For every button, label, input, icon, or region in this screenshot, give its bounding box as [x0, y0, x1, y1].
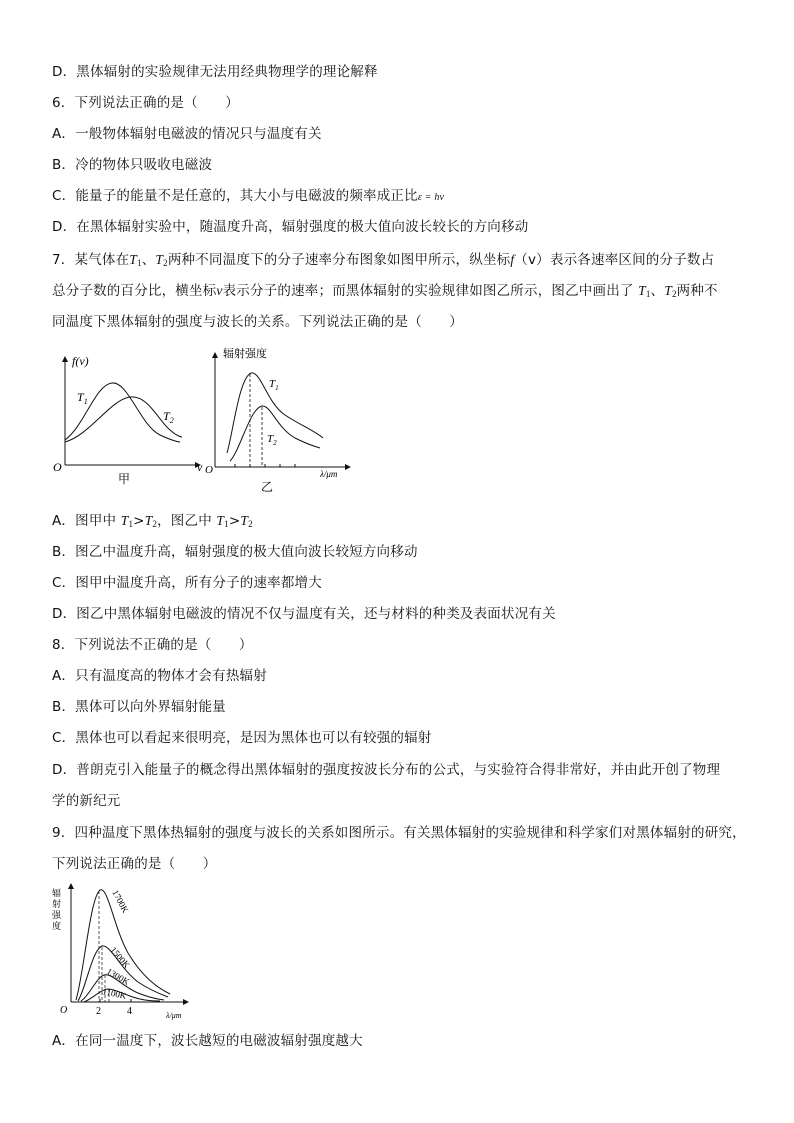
q7-figure-yi	[205, 343, 355, 498]
q7-t2: $T_2$	[155, 252, 168, 268]
q6-option-c-formula: ε = hν	[417, 192, 445, 203]
q6-option-b: B．冷的物体只吸收电磁波	[52, 157, 213, 173]
q9-stem-line1: 9．四种温度下黑体热辐射的强度与波长的关系如图所示。有关黑体辐射的实验规律和科学家们对黑体辐射的研究，	[52, 825, 746, 841]
figure-caption: 乙	[261, 480, 274, 494]
y-axis-label: 射	[52, 900, 62, 910]
q9-figure	[48, 878, 198, 1020]
q7-stem-line1	[52, 251, 714, 272]
x-axis-label: λ/μm	[166, 1011, 182, 1020]
q7-stem-line3: 同温度下黑体辐射的强度与波长的关系。下列说法正确的是（ ）	[52, 314, 463, 330]
figure-caption: 甲	[118, 472, 131, 486]
q7-fv: （v）	[514, 252, 550, 268]
x-axis-label: λ/μm	[320, 469, 338, 479]
q8-option-d-line1: D．普朗克引入能量子的概念得出黑体辐射的强度按波长分布的公式，与实验符合得非常好，并由此开创了物理	[52, 762, 721, 778]
curve-t2-label: $T_2$	[163, 409, 174, 425]
q7-text: 两种不同温度下的分子速率分布图象如图甲所示，纵坐标	[167, 252, 511, 268]
q7-sep: 、	[141, 252, 156, 268]
q6-option-a: A．一般物体辐射电磁波的情况只与温度有关	[52, 126, 322, 142]
curve-t2-label: $T_2$	[267, 433, 277, 447]
q8-option-c: C．黑体也可以看起来很明亮，是因为黑体也可以有较强的辐射	[52, 730, 432, 746]
q7-text: 两种不	[676, 283, 718, 299]
q6-option-d: D．在黑体辐射实验中，随温度升高，辐射强度的极大值向波长较长的方向移动	[52, 219, 529, 235]
q6-option-c-text: C．能量子的能量不是任意的，其大小与电磁波的频率成正比	[52, 188, 418, 204]
curve-t1-label: $T_1$	[77, 390, 88, 406]
q8-option-d-line2: 学的新纪元	[52, 793, 121, 809]
q9-stem-line2: 下列说法正确的是（ ）	[52, 856, 217, 872]
q7-figure-jia	[50, 345, 210, 493]
gt-sign: >	[228, 513, 241, 529]
q7-text: 表示各速率区间的分子数占	[549, 252, 715, 268]
q9-option-a: A．在同一温度下，波长越短的电磁波辐射强度越大	[52, 1033, 363, 1049]
q7-t2: $T_2$	[240, 513, 253, 529]
curve-t2	[230, 406, 320, 461]
q7-text: 总分子数的百分比，横坐标	[52, 283, 217, 299]
q7-t2: $T_2$	[664, 283, 677, 299]
q7-v: v	[216, 283, 223, 298]
q6-stem: 6．下列说法正确的是（ ）	[52, 95, 239, 111]
q7-option-b: B．图乙中温度升高，辐射强度的极大值向波长较短方向移动	[52, 544, 418, 560]
q7-t1: $T_1$	[216, 513, 229, 529]
y-axis-label: f(v)	[72, 354, 89, 368]
y-axis-label: 辐射强度	[223, 347, 267, 360]
q8-option-b: B．黑体可以向外界辐射能量	[52, 699, 226, 715]
q6-option-c	[52, 187, 444, 207]
curve-label-1500k: 1500K	[108, 944, 132, 971]
curve-t1-label: $T_1$	[269, 378, 279, 392]
q7-option-a-text: ，图乙中	[157, 513, 212, 529]
q7-text: 表示分子的速率；而黑体辐射的实验规律如图乙所示，图乙中画出了	[222, 283, 634, 299]
q7-t1: $T_1$	[638, 283, 651, 299]
q7-option-a-text: A．图甲中	[52, 513, 117, 529]
q7-option-c: C．图甲中温度升高，所有分子的速率都增大	[52, 575, 322, 591]
q5-option-d: D．黑体辐射的实验规律无法用经典物理学的理论解释	[52, 64, 378, 80]
x-axis-label: v	[197, 460, 203, 474]
tick-label-2: 2	[96, 1006, 101, 1017]
curve-label-1100k: 1100K	[101, 986, 128, 1001]
origin-label: O	[60, 1005, 68, 1016]
q8-stem: 8．下列说法不正确的是（ ）	[52, 637, 253, 653]
q7-t1: $T_1$	[129, 252, 142, 268]
q7-sep: 、	[650, 283, 665, 299]
origin-label: O	[53, 460, 62, 474]
y-axis-label: 度	[52, 922, 62, 932]
y-axis-label: 辐	[52, 889, 62, 899]
q7-option-a	[52, 512, 253, 533]
q7-text: 7．某气体在	[52, 252, 130, 268]
q7-f: f	[510, 252, 515, 267]
q7-t2: $T_2$	[144, 513, 158, 529]
y-axis-label: 强	[52, 911, 62, 921]
gt-sign: >	[133, 513, 145, 529]
curve-label-1300k: 1300K	[105, 966, 132, 987]
tick-label-4: 4	[127, 1006, 132, 1017]
q8-option-a: A．只有温度高的物体才会有热辐射	[52, 668, 267, 684]
origin-label: O	[205, 464, 213, 476]
q7-t1: $T_1$	[120, 513, 134, 529]
q7-option-d: D．图乙中黑体辐射电磁波的情况不仅与温度有关，还与材料的种类及表面状况有关	[52, 606, 556, 622]
q7-stem-line2	[52, 282, 718, 303]
curve-label-1700k: 1700K	[110, 888, 131, 915]
